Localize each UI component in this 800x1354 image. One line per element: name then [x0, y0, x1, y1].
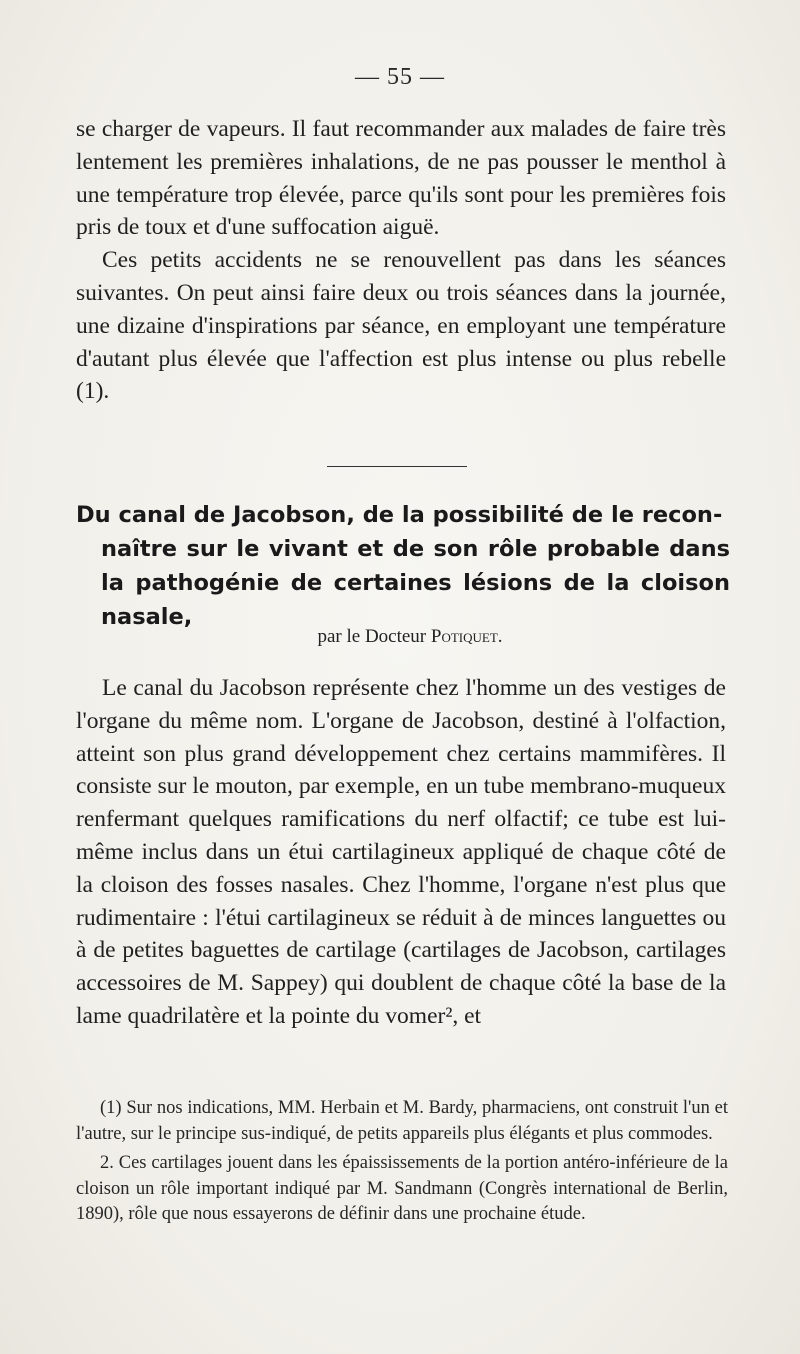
- author-prefix: par le Docteur: [317, 626, 427, 647]
- paragraph: se charger de vapeurs. Il faut recommander aux malades de faire très lentement les premières inhalations, de ne pas pousser le menthol à une température trop élevée, parce qu'ils sont pour les premières fois pris de toux et d'une suffocation aiguë.: [76, 116, 726, 241]
- article-author: [0, 626, 800, 648]
- previous-article-text: [76, 113, 726, 408]
- article-title: [76, 498, 730, 634]
- footnote: (1) Sur nos indications, MM. Herbain et M. Bardy, pharmaciens, ont construit l'un et l'autre, sur le principe sus-indiqué, de petits appareils plus élégants et plus commodes.: [76, 1098, 728, 1144]
- paragraph: Le canal du Jacobson représente chez l'homme un des vestiges de l'organe du même nom. L'organe de Jacobson, destiné à l'olfaction, atteint son plus grand développement chez certains mammifères. Il consiste sur le mouton, par exemple, en un tube membrano-muqueux renfermant quelques ramifications du nerf olfactif; ce tube est lui-même inclus dans un étui cartilagineux appliqué de chaque côté de la cloison des fosses nasales. Chez l'homme, l'organe n'est plus que rudimentaire : l'étui cartilagineux se réduit à de minces languettes ou à de petites baguettes de cartilage (cartilages de Jacobson, cartilages accessoires de M. Sappey) qui doublent de chaque côté la base de la lame quadrilatère et la pointe du vomer², et: [76, 675, 726, 1029]
- footnotes: [76, 1096, 728, 1232]
- section-separator: [327, 466, 467, 467]
- page-number: — 55 —: [355, 64, 445, 90]
- article-title-continuation: naître sur le vivant et de son rôle probable dans la pathogénie de certaines lésions de la cloison nasale,: [101, 536, 730, 630]
- author-name: Potiquet.: [430, 626, 503, 647]
- article-body: [76, 672, 726, 1033]
- footnote: 2. Ces cartilages jouent dans les épaississements de la portion antéro-inférieure de la cloison un rôle important indiqué par M. Sandmann (Congrès international de Berlin, 1890), rôle que nous essayerons de définir dans une prochaine étude.: [76, 1153, 728, 1225]
- paragraph: Ces petits accidents ne se renouvellent pas dans les séances suivantes. On peut ainsi faire deux ou trois séances dans la journée, une dizaine d'inspirations par séance, en employant une température d'autant plus élevée que l'affection est plus intense ou plus rebelle (1).: [76, 247, 726, 405]
- article-title-line-1: Du canal de Jacobson, de la possibilité de le recon-: [76, 502, 723, 528]
